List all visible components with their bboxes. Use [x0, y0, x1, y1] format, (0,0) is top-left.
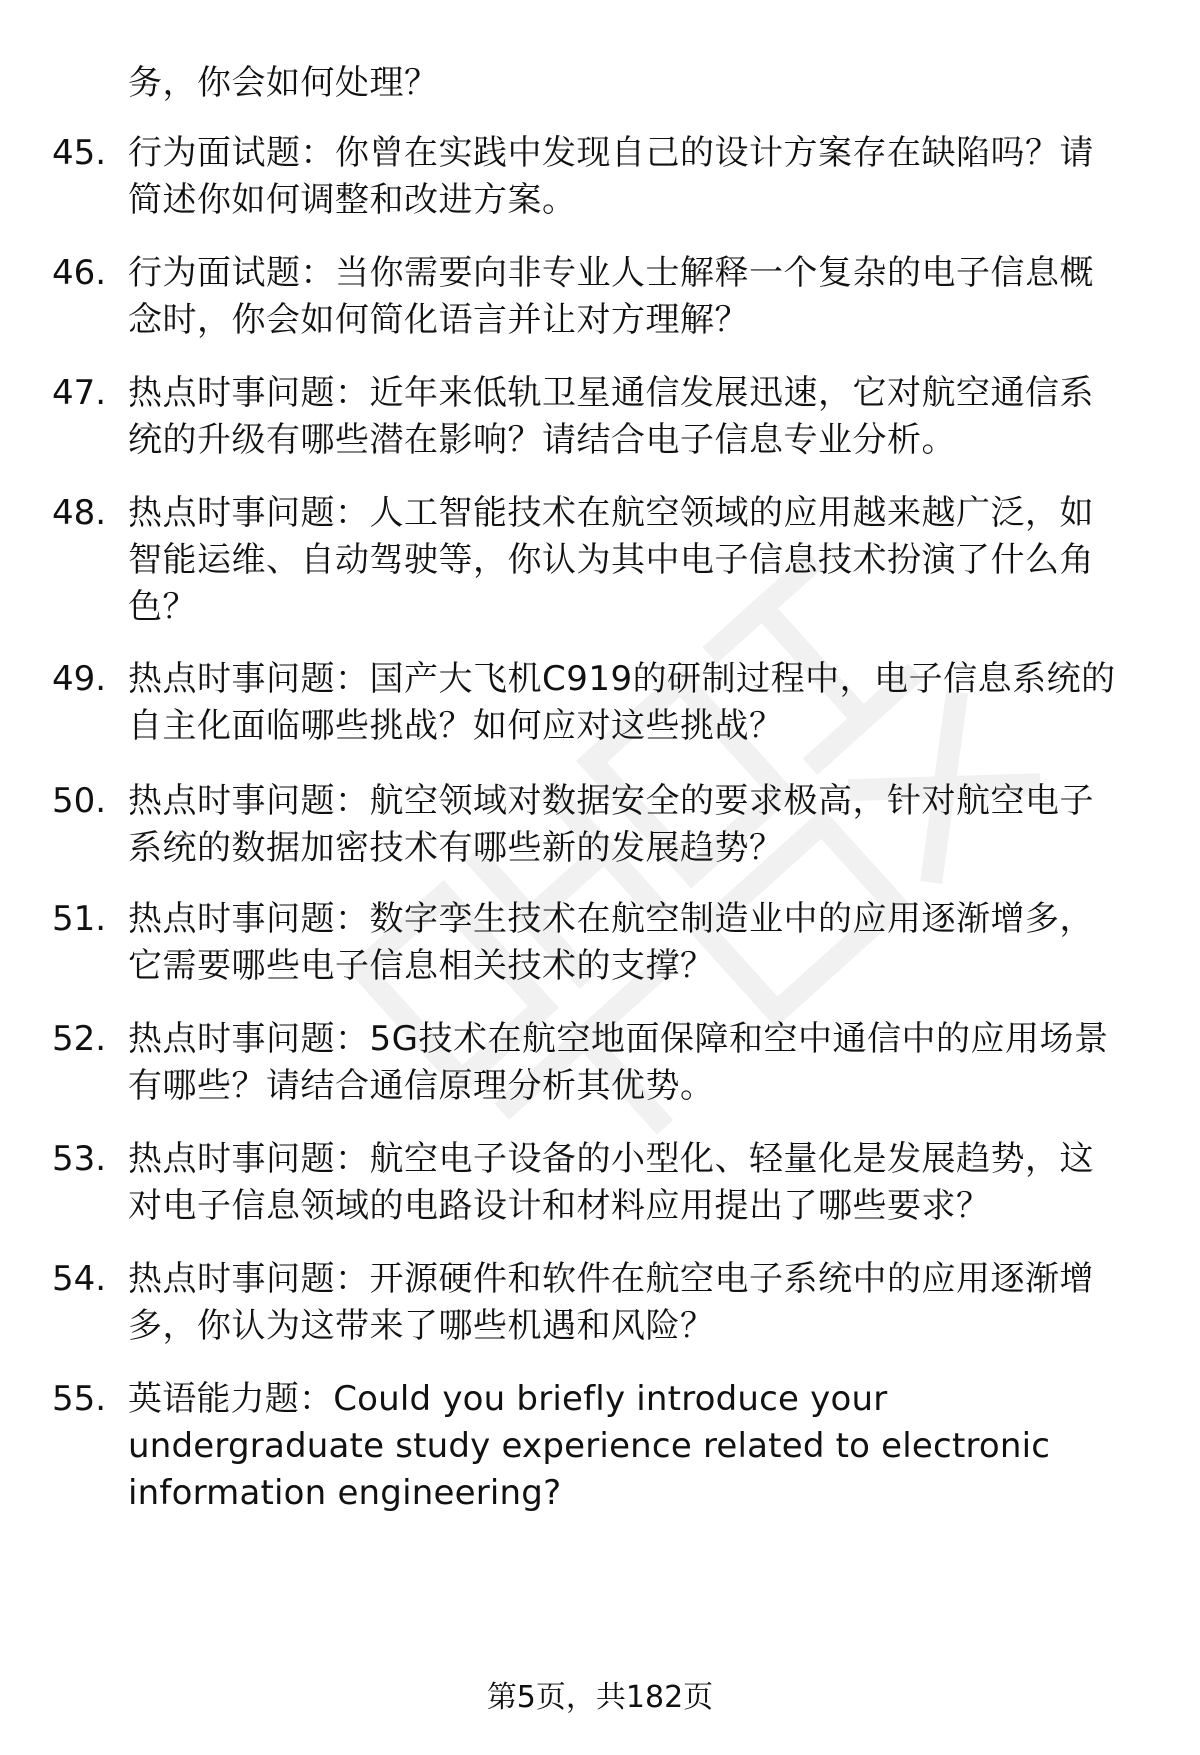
- question-number: 46.: [52, 253, 107, 293]
- question-number: 50.: [52, 781, 107, 821]
- question-number: 51.: [52, 899, 107, 939]
- question-text: 热点时事问题：开源硬件和软件在航空电子系统中的应用逐渐增 多，你认为这带来了哪些机遇和风险？: [128, 1259, 1094, 1346]
- question-number: 54.: [52, 1259, 107, 1299]
- page-footer: 第5页，共182页: [486, 1680, 714, 1715]
- question-text: 英语能力题：Could you briefly introduce your undergraduate study experience related to electronic information engineering?: [128, 1379, 1051, 1513]
- question-number: 53.: [52, 1139, 107, 1179]
- question-text: 热点时事问题：国产大飞机C919的研制过程中，电子信息系统的 自主化面临哪些挑战？如何应对这些挑战？: [128, 659, 1116, 746]
- question-text: 热点时事问题：近年来低轨卫星通信发展迅速，它对航空通信系 统的升级有哪些潜在影响？请结合电子信息专业分析。: [128, 373, 1094, 460]
- continued-question-text: 务，你会如何处理？: [128, 63, 439, 103]
- question-text: 热点时事问题：5G技术在航空地面保障和空中通信中的应用场景 有哪些？请结合通信原理分析其优势。: [128, 1019, 1109, 1106]
- question-number: 45.: [52, 133, 107, 173]
- question-text: 行为面试题：当你需要向非专业人士解释一个复杂的电子信息概 念时，你会如何简化语言并让对方理解？: [128, 253, 1094, 340]
- question-text: 热点时事问题：数字孪生技术在航空制造业中的应用逐渐增多， 它需要哪些电子信息相关技术的支撑？: [128, 899, 1094, 986]
- question-number: 47.: [52, 373, 107, 413]
- question-text: 热点时事问题：人工智能技术在航空领域的应用越来越广泛，如 智能运维、自动驾驶等，你认为其中电子信息技术扮演了什么角 色？: [128, 493, 1094, 627]
- question-text: 行为面试题：你曾在实践中发现自己的设计方案存在缺陷吗？请 简述你如何调整和改进方案。: [128, 133, 1094, 220]
- question-number: 52.: [52, 1019, 107, 1059]
- question-number: 55.: [52, 1379, 107, 1419]
- question-number: 49.: [52, 659, 107, 699]
- question-text: 热点时事问题：航空领域对数据安全的要求极高，针对航空电子 系统的数据加密技术有哪些新的发展趋势？: [128, 781, 1094, 868]
- question-number: 48.: [52, 493, 107, 533]
- question-text: 热点时事问题：航空电子设备的小型化、轻量化是发展趋势，这 对电子信息领域的电路设计和材料应用提出了哪些要求？: [128, 1139, 1094, 1226]
